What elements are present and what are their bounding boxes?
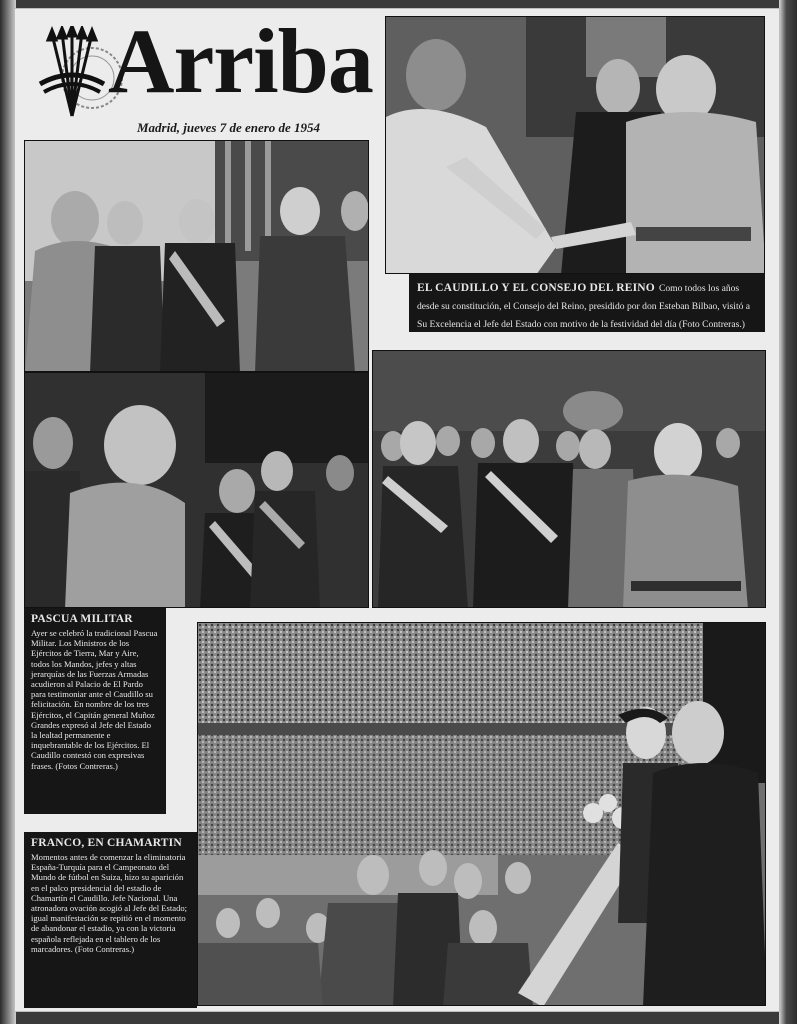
caption-chamartin-title: FRANCO, EN CHAMARTIN [31,837,182,849]
caption-consejo-body: Como todos los años desde su constitución, el Consejo del Reino, presidido por don Esteban Bilbao, visitó a Su Excelencia el Jefe del Estado con motivo de la festividad del día (Foto Contreras.) [417,283,751,330]
caption-franco-en-chamartin [24,832,197,1008]
dateline: Madrid, jueves 7 de enero de 1954 [137,120,321,135]
caption-pascua-body: Ayer se celebró la tradicional Pascua Militar. Los Ministros de los Ejércitos de Tierra, Mar y Aire, todos los Mandos, jefes y altas jerarquías de las Fuerzas Armadas acudieron al Palacio de El Pardo para testimoniar ante el Caudillo su felicitación. En nombre de los tres Ejércitos, el Capitán general Muñoz Grandes expresó al Jefe del Estado la lealtad permanente e inquebrantable de los Ejércitos. El Caudillo contestó con expresivas frases. (Fotos Contreras.) [31,628,158,771]
caption-consejo-title: EL CAUDILLO Y EL CONSEJO DEL REINO [417,282,655,294]
photo-pascua-militar-reception [24,140,369,372]
caption-chamartin-body: Momentos antes de comenzar la eliminatoria España-Turquía para el Campeonato del Mundo de fútbol en Suiza, hizo su aparición en el palco presidencial del estadio de Chamartín el Caudillo. Jefe Nacional. Una atronadora ovación acogió al Jefe del Estado; igual manifestación se repitió en el momento de abandonar el estadio, ya con la victoria española reflejada en el tablero de los marcadores. (Foto Contreras.) [31,852,188,954]
photo-caudillo-greeting-officers [24,372,369,608]
photo-handshake-consejo [385,16,765,274]
caption-pascua-militar [24,608,166,814]
photo-caudillo-with-generals [372,350,766,608]
photo-franco-in-chamartin-stadium [197,622,766,1006]
caption-pascua-title: PASCUA MILITAR [31,613,133,625]
page-edge-shadow [779,0,797,1024]
masthead [24,10,384,140]
newspaper-title: Arriba [108,10,373,112]
caption-consejo-del-reino [409,274,765,332]
